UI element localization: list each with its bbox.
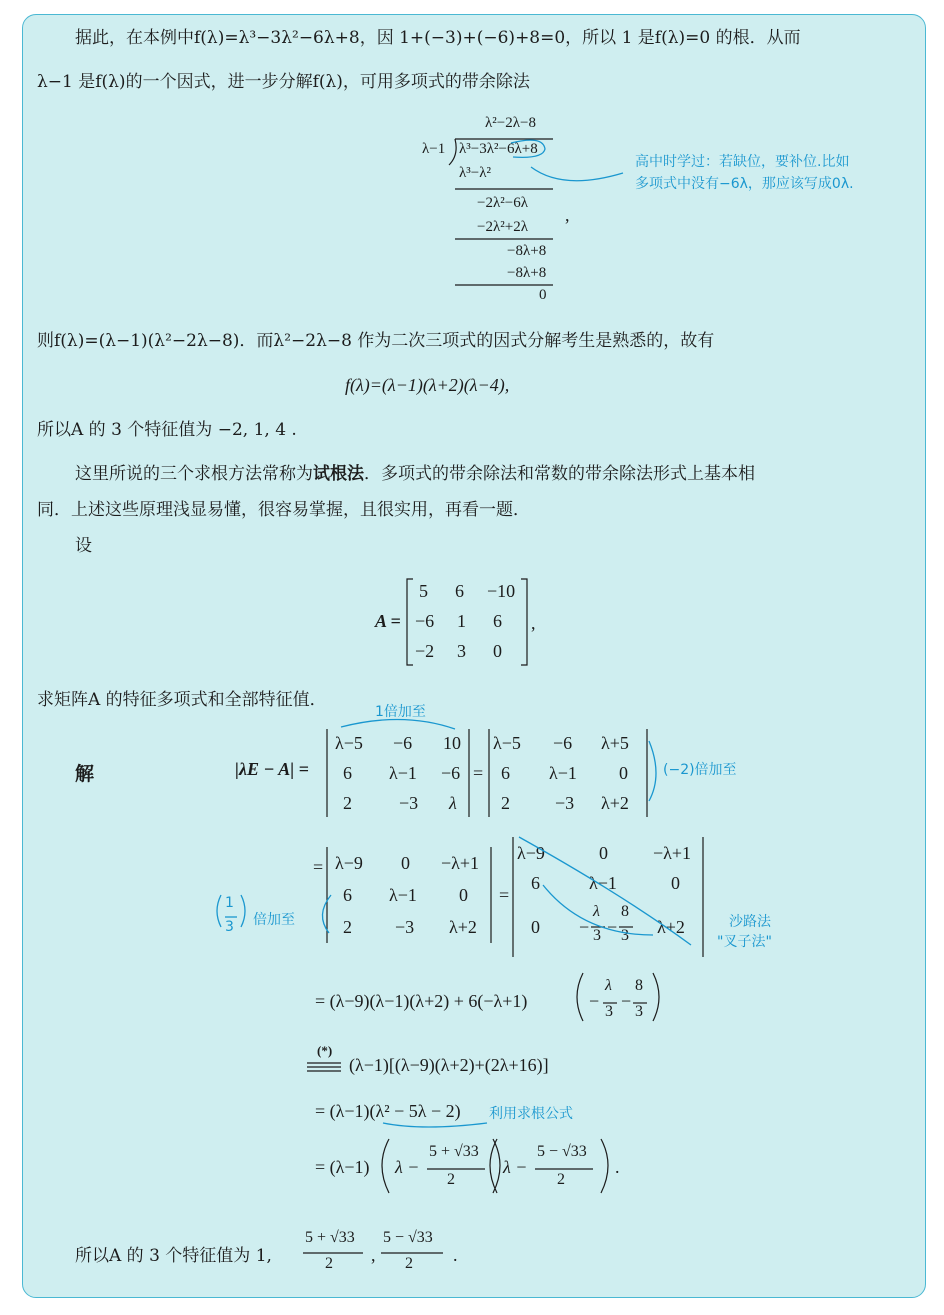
line-d-lambda: λ − [503,1157,528,1177]
det3-cell: −λ+1 [441,853,480,873]
annotation-circle [511,140,545,157]
note-sarrus-2: "叉子法" [717,934,772,950]
det3-cell: −3 [395,917,415,937]
line-d-frac-den: 2 [557,1171,565,1188]
intro-line-2: λ−1 是f(λ)的一个因式，进一步分解f(λ)，可用多项式的带余除法 [37,72,530,92]
annotation-underline [383,1123,487,1127]
division-divisor: λ−1 [422,141,446,157]
factor-line-1: 则f(λ)=(λ−1)(λ²−2λ−8)．而λ²−2λ−8 作为二次三项式的因式分解考生是熟悉的，故有 [37,331,715,351]
star-mark: (*) [317,1043,333,1058]
det1-cell: −6 [393,733,413,753]
det4-frac-den: 3 [593,927,601,944]
division-row: −8λ+8 [507,265,547,281]
line-c-quadratic: λ² − 5λ − 2 [375,1101,455,1121]
bold-term: 试根法 [313,464,364,484]
det1-cell: 6 [343,763,352,783]
det1-cell: λ−5 [335,733,363,753]
final-dot: . [453,1245,458,1265]
det4-frac-num: λ [593,903,600,920]
det1-cell: 2 [343,793,352,813]
math-strokes [23,15,925,1297]
det2-cell: 6 [501,763,510,783]
final-frac-num: 5 − √33 [383,1229,433,1246]
matrix-a-r3c2: 3 [457,641,466,661]
matrix-a-comma: , [531,613,536,633]
det4-frac-den: 3 [621,927,629,944]
line-d-frac-num: 5 + √33 [429,1143,479,1160]
det2-cell: −6 [553,733,573,753]
division-remainder: 0 [539,287,547,303]
line-d-prefix: = (λ−1) [315,1157,370,1177]
final-frac-den: 2 [405,1255,413,1272]
paren [382,1139,389,1193]
matrix-a-r2c2: 1 [457,611,466,631]
line-a-minus: − [621,991,632,1011]
det3-cell: λ−9 [335,853,363,873]
det4-cell: 0 [599,843,608,863]
note-root-formula: 利用求根公式 [489,1106,573,1122]
annotation-arrow [531,167,623,181]
paren [653,973,659,1021]
solution-label: 解 [75,763,95,785]
line-a-frac-den: 3 [605,1003,613,1020]
division-note-line-1: 高中时学过：若缺位，要补位.比如 [635,154,850,170]
det4-frac-num: 8 [621,903,629,920]
note-frac-den: 3 [225,919,234,935]
line-d-frac-num: 5 − √33 [537,1143,587,1160]
matrix-a-r1c2: 6 [455,581,464,601]
note-frac-num: 1 [225,895,234,911]
matrix-a-r1c1: 5 [419,581,428,601]
det1-cell: 10 [443,733,461,753]
note-1x-add: 1倍加至 [375,704,426,720]
matrix-a-label: A = [375,611,401,631]
line-a-frac-den: 3 [635,1003,643,1020]
line-a-frac-num: 8 [635,977,643,994]
det3-cell: λ−1 [389,885,417,905]
paragraph-line-1: 这里所说的三个求根方法常称为试根法．多项式的带余除法和常数的带余除法形式上基本相 [75,464,755,484]
det3-cell: 0 [401,853,410,873]
division-dividend: λ³−3λ²−6λ+8 [459,141,538,157]
line-d-frac-den: 2 [447,1171,455,1188]
det4-cell: 0 [671,873,680,893]
line-a-minus: − [589,991,600,1011]
det1-cell: λ−1 [389,763,417,783]
intro-line-1: 据此，在本例中f(λ)=λ³−3λ²−6λ+8，因 1+(−3)+(−6)+8=0，所以 1 是f(λ)=0 的根．从而 [75,28,801,48]
det2-cell: 0 [619,763,628,783]
note-minus-third-add: 倍加至 [253,912,295,928]
det3-cell: λ+2 [449,917,477,937]
paragraph-line-2: 同．上述这些原理浅显易懂，很容易掌握，且很实用，再看一题． [37,500,530,520]
factor-conclusion: 所以A 的 3 个特征值为 −2, 1, 4 . [37,420,297,440]
final-comma: , [371,1245,376,1265]
det4-cell: 6 [531,873,540,893]
det4-cell: 0 [531,917,540,937]
division-row: −2λ²−6λ [477,195,528,211]
det2-cell: 2 [501,793,510,813]
note-sarrus-1: 沙路法 [729,914,771,930]
note-minus2x-add: (−2)倍加至 [663,762,737,778]
det4-cell: λ−1 [589,873,617,893]
final-text: 所以A 的 3 个特征值为 1, [75,1246,272,1266]
division-quotient: λ²−2λ−8 [485,115,536,131]
det4-cell: λ−9 [517,843,545,863]
line-d-lambda: λ − [395,1157,420,1177]
det3-cell: 2 [343,917,352,937]
det1-cell: −3 [399,793,419,813]
division-row: −2λ²+2λ [477,219,528,235]
matrix-bracket-right [521,579,527,665]
factor-display: f(λ)=(λ−1)(λ+2)(λ−4), [345,375,510,395]
equals-sign: = [473,763,484,783]
annotation-paren [217,895,221,927]
det2-cell: λ−1 [549,763,577,783]
division-note-line-2: 多项式中没有−6λ，那应该写成0λ. [635,176,854,192]
det2-cell: −3 [555,793,575,813]
equals-sign: = [499,885,510,905]
line-a: = (λ−9)(λ−1)(λ+2) + 6(−λ+1) [315,991,528,1011]
division-row: −8λ+8 [507,243,547,259]
line-b: (λ−1)[(λ−9)(λ+2)+(2λ+16)] [349,1055,549,1075]
solution-lhs: |λE − A| = [235,759,309,779]
matrix-a-r2c3: 6 [493,611,502,631]
let-word: 设 [75,536,92,556]
det4-cell: −λ+1 [653,843,692,863]
matrix-a-r3c3: 0 [493,641,502,661]
content-card [22,14,926,1298]
annotation-arrow [341,719,455,729]
det2-cell: λ−5 [493,733,521,753]
line-d-dot: . [615,1157,620,1177]
det4-minus: − [579,917,590,937]
matrix-a-r1c3: −10 [487,581,516,601]
final-frac-den: 2 [325,1255,333,1272]
question-text: 求矩阵A 的特征多项式和全部特征值． [37,690,327,710]
division-bracket [449,139,553,165]
det2-cell: λ+2 [601,793,629,813]
det1-cell: λ [449,793,457,813]
det4-minus: − [607,917,618,937]
sarrus-stroke [519,837,691,945]
det4-cell: λ+2 [657,917,685,937]
division-row: λ³−λ² [459,165,491,181]
annotation-paren [241,895,245,927]
det3-cell: 0 [459,885,468,905]
det3-cell: 6 [343,885,352,905]
matrix-bracket-left [407,579,413,665]
line-c: = (λ−1)(λ² − 5λ − 2) [315,1101,461,1121]
division-comma: , [565,205,570,225]
matrix-a-r3c1: −2 [415,641,435,661]
paren [601,1139,608,1193]
equals-sign: = [313,857,324,877]
annotation-arrow [649,741,656,801]
line-a-frac-num: λ [605,977,612,994]
final-frac-num: 5 + √33 [305,1229,355,1246]
det2-cell: λ+5 [601,733,629,753]
matrix-a-r2c1: −6 [415,611,435,631]
paren [577,973,583,1021]
det1-cell: −6 [441,763,461,783]
